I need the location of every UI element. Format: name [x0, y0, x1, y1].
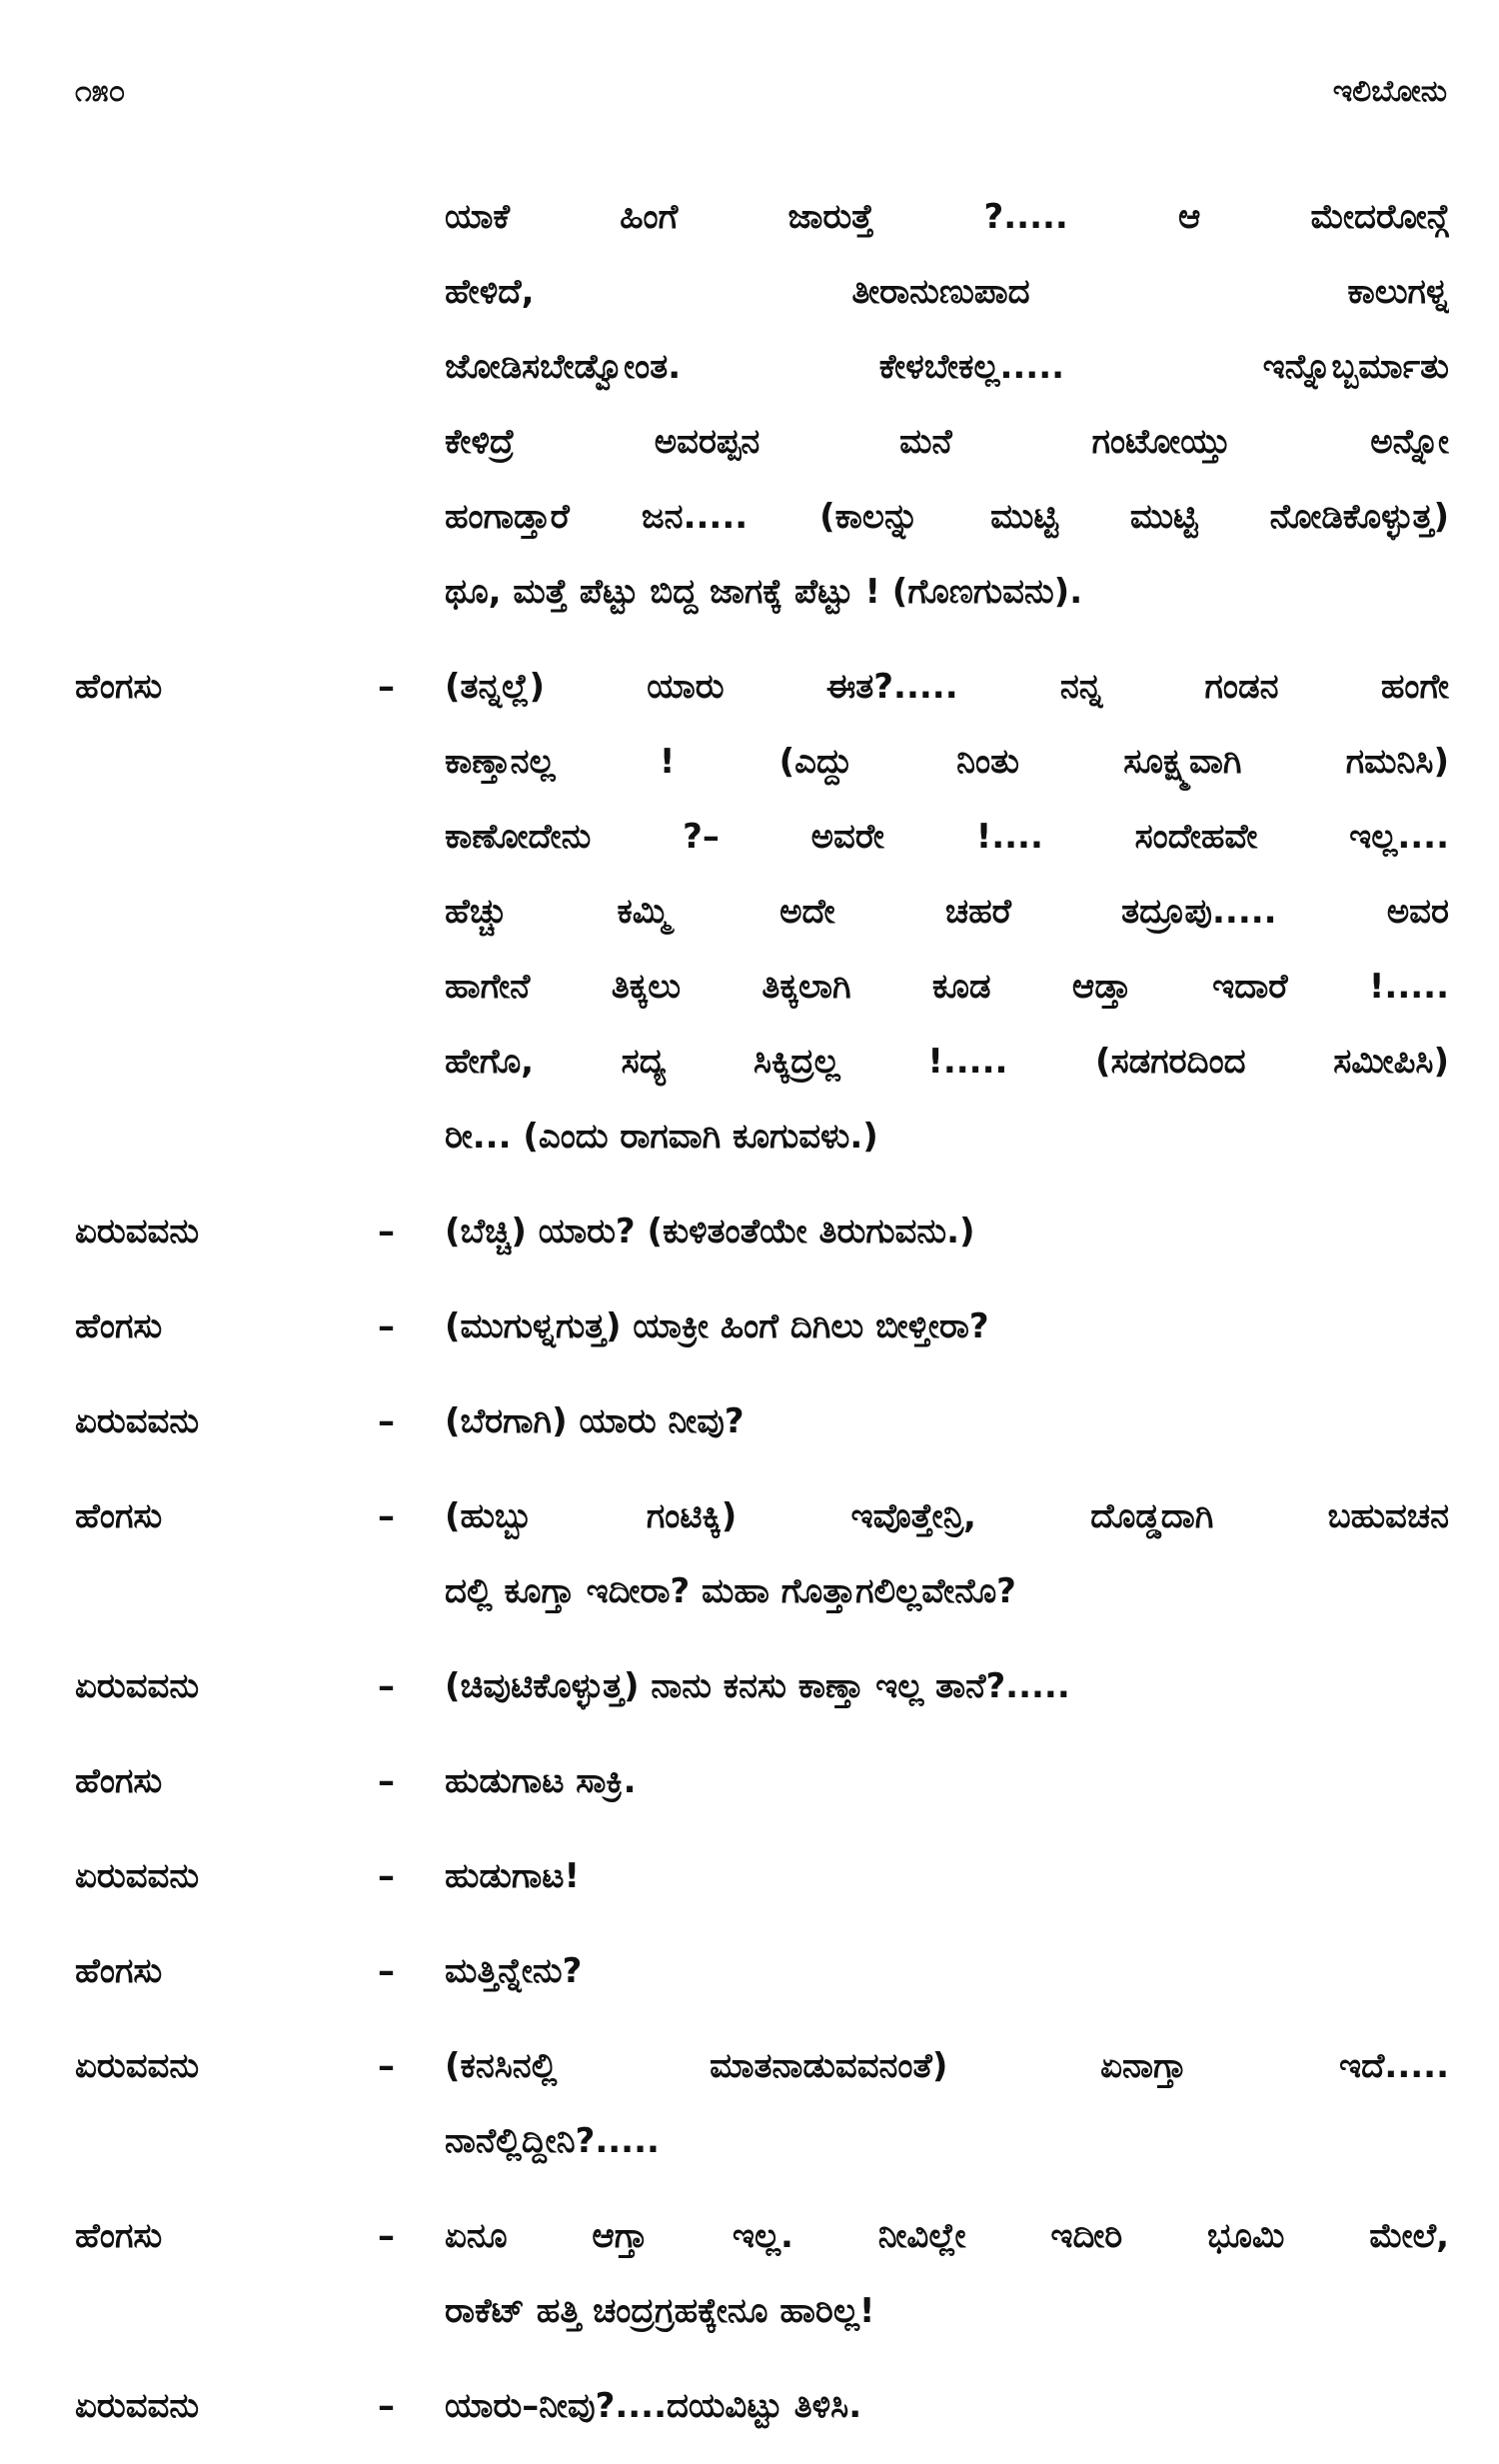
dialogue-line: ಹುಡುಗಾಟ ಸಾಕ್ರಿ.	[445, 1761, 637, 1801]
page-header	[75, 74, 1447, 124]
speaker-dash: –	[378, 1401, 395, 1441]
dialogue-entry	[0, 1479, 1499, 1629]
dialogue-line: ಕೇಳಿದ್ರೆ ಅವರಪ್ಪನ ಮನೆ ಗಂಟೋಯ್ತು ಅನ್ನೋ	[445, 422, 1449, 462]
dialogue-entry	[0, 1744, 1499, 1819]
dialogue-line: ಕಾಣೋದೇನು ?– ಅವರೇ !.... ಸಂದೇಹವೇ ಇಲ್ಲ....	[445, 817, 1449, 857]
dialogue-entry	[0, 2369, 1499, 2444]
dialogue-line: ಕಾಣ್ತಾನಲ್ಲ ! (ಎದ್ದು ನಿಂತು ಸೂಕ್ಷ್ಮವಾಗಿ ಗಮನಿಸಿ)	[445, 742, 1449, 782]
speaker-dash: –	[378, 1496, 395, 1536]
speaker-dash: –	[378, 2216, 395, 2256]
speaker-dash: –	[378, 2386, 395, 2426]
dialogue-line: (ಚಿವುಟಿಕೊಳ್ಳುತ್ತ) ನಾನು ಕನಸು ಕಾಣ್ತಾ ಇಲ್ಲ ತಾನೆ?.....	[445, 1666, 1070, 1706]
dialogue-line: ಯಾಕೆ ಹಿಂಗೆ ಜಾರುತ್ತೆ ?..... ಆ ಮೇದರೋನ್ಗೆ	[445, 197, 1449, 237]
speaker-name: ಏರುವವನು	[75, 1212, 200, 1251]
speaker-name: ಹೆಂಗಸು	[75, 2216, 163, 2256]
speaker-name: ಏರುವವನು	[75, 1666, 200, 1706]
dialogue-line: (ಬೆರಗಾಗಿ) ಯಾರು ನೀವು?	[445, 1401, 745, 1441]
dialogue-line: ದಲ್ಲಿ ಕೂಗ್ತಾ ಇದೀರಾ? ಮಹಾ ಗೊತ್ತಾಗಲಿಲ್ಲವೇನೊ?	[445, 1571, 1016, 1611]
dialogue-entry	[0, 1384, 1499, 1459]
speaker-dash: –	[378, 1306, 395, 1346]
speaker-name: ಏರುವವನು	[75, 1856, 200, 1896]
speaker-name: ಹೆಂಗಸು	[75, 667, 163, 707]
speaker-dash: –	[378, 2046, 395, 2086]
dialogue-line: (ತನ್ನಲ್ಲೆ) ಯಾರು ಈತ?..... ನನ್ನ ಗಂಡನ ಹಂಗೇ	[445, 667, 1449, 707]
dialogue-line: ಹುಡುಗಾಟ!	[445, 1856, 580, 1896]
dialogue-line: ಹಾಗೇನೆ ತಿಕ್ಕಲು ತಿಕ್ಕಲಾಗಿ ಕೂಡ ಆಡ್ತಾ ಇದಾರೆ !.....	[445, 967, 1449, 1007]
dialogue-line: ಹೆಚ್ಚು ಕಮ್ಮಿ ಅದೇ ಚಹರೆ ತದ್ರೂಪು..... ಅವರ	[445, 892, 1449, 932]
dialogue-line: ಹಂಗಾಡ್ತಾರೆ ಜನ..... (ಕಾಲನ್ನು ಮುಟ್ಟಿ ಮುಟ್ಟಿ ನೋಡಿಕೊಳ್ಳುತ್ತ)	[445, 497, 1449, 537]
dialogue-line: ಏನೂ ಆಗ್ತಾ ಇಲ್ಲ. ನೀವಿಲ್ಲೇ ಇದೀರಿ ಭೂಮಿ ಮೇಲೆ,	[445, 2216, 1449, 2256]
dialogue-entry	[0, 1934, 1499, 2009]
speaker-name: ಹೆಂಗಸು	[75, 1951, 163, 1991]
speaker-name: ಹೆಂಗಸು	[75, 1761, 163, 1801]
page-number: ೧೫೦	[75, 74, 126, 109]
dialogue-entry	[0, 2199, 1499, 2349]
dialogue-line: ಮತ್ತಿನ್ನೇನು?	[445, 1951, 583, 1991]
speaker-dash: –	[378, 1212, 395, 1251]
dialogue-entry	[0, 1195, 1499, 1269]
dialogue-line: (ಕನಸಿನಲ್ಲಿ ಮಾತನಾಡುವವನಂತೆ) ಏನಾಗ್ತಾ ಇದೆ.....	[445, 2046, 1449, 2086]
speaker-dash: –	[378, 1666, 395, 1706]
dialogue-line: ನಾನೆಲ್ಲಿದ್ದೀನಿ?.....	[445, 2121, 660, 2161]
play-script	[0, 180, 1499, 2464]
speaker-name: ಏರುವವನು	[75, 1401, 200, 1441]
dialogue-entry	[0, 2029, 1499, 2179]
dialogue-line: ಯಾರು–ನೀವು?....ದಯವಿಟ್ಟು ತಿಳಿಸಿ.	[445, 2386, 862, 2426]
dialogue-line: (ಹುಬ್ಬು ಗಂಟಿಕ್ಕಿ) ಇವೊತ್ತೇನ್ರಿ, ದೊಡ್ಡದಾಗಿ ಬಹುವಚನ	[445, 1496, 1449, 1536]
speaker-dash: –	[378, 1856, 395, 1896]
speaker-dash: –	[378, 1951, 395, 1991]
dialogue-line: ಜೋಡಿಸಬೇಡ್ವೋಂತ. ಕೇಳಬೇಕಲ್ಲ..... ಇನ್ನೊಬ್ಬರ್ಮಾತು	[445, 347, 1449, 387]
dialogue-line: ಥೂ, ಮತ್ತೆ ಪೆಟ್ಟು ಬಿದ್ದ ಜಾಗಕ್ಕೆ ಪೆಟ್ಟು ! (ಗೊಣಗುವನು).	[445, 572, 1083, 612]
dialogue-line: ರಾಕೆಟ್ ಹತ್ತಿ ಚಂದ್ರಗ್ರಹಕ್ಕೇನೂ ಹಾರಿಲ್ಲ!	[445, 2291, 875, 2331]
dialogue-line: ಹೇಗೊ, ಸದ್ಯ ಸಿಕ್ಕಿದ್ರಲ್ಲ !..... (ಸಡಗರದಿಂದ ಸಮೀಪಿಸಿ)	[445, 1042, 1449, 1082]
dialogue-entry	[0, 1289, 1499, 1364]
dialogue-entry	[0, 180, 1499, 630]
dialogue-line: ಹೇಳಿದೆ, ತೀರಾನುಣುಪಾದ ಕಾಲುಗಳ್ನ	[445, 272, 1449, 312]
dialogue-entry	[0, 650, 1499, 1175]
speaker-name: ಹೆಂಗಸು	[75, 1306, 163, 1346]
speaker-name: ಹೆಂಗಸು	[75, 1496, 163, 1536]
dialogue-entry	[0, 1839, 1499, 1914]
dialogue-line: (ಮುಗುಳ್ನಗುತ್ತ) ಯಾಕ್ರೀ ಹಿಂಗೆ ದಿಗಿಲು ಬೀಳ್ತೀರಾ?	[445, 1306, 989, 1346]
dialogue-line: ರೀ... (ಎಂದು ರಾಗವಾಗಿ ಕೂಗುವಳು.)	[445, 1117, 878, 1157]
speaker-dash: –	[378, 667, 395, 707]
speaker-name: ಏರುವವನು	[75, 2386, 200, 2426]
speaker-dash: –	[378, 1761, 395, 1801]
speaker-name: ಏರುವವನು	[75, 2046, 200, 2086]
running-title: ಇಲಿಬೋನು	[1332, 74, 1447, 109]
dialogue-entry	[0, 1649, 1499, 1724]
dialogue-line: (ಬೆಚ್ಚಿ) ಯಾರು? (ಕುಳಿತಂತೆಯೇ ತಿರುಗುವನು.)	[445, 1212, 975, 1251]
